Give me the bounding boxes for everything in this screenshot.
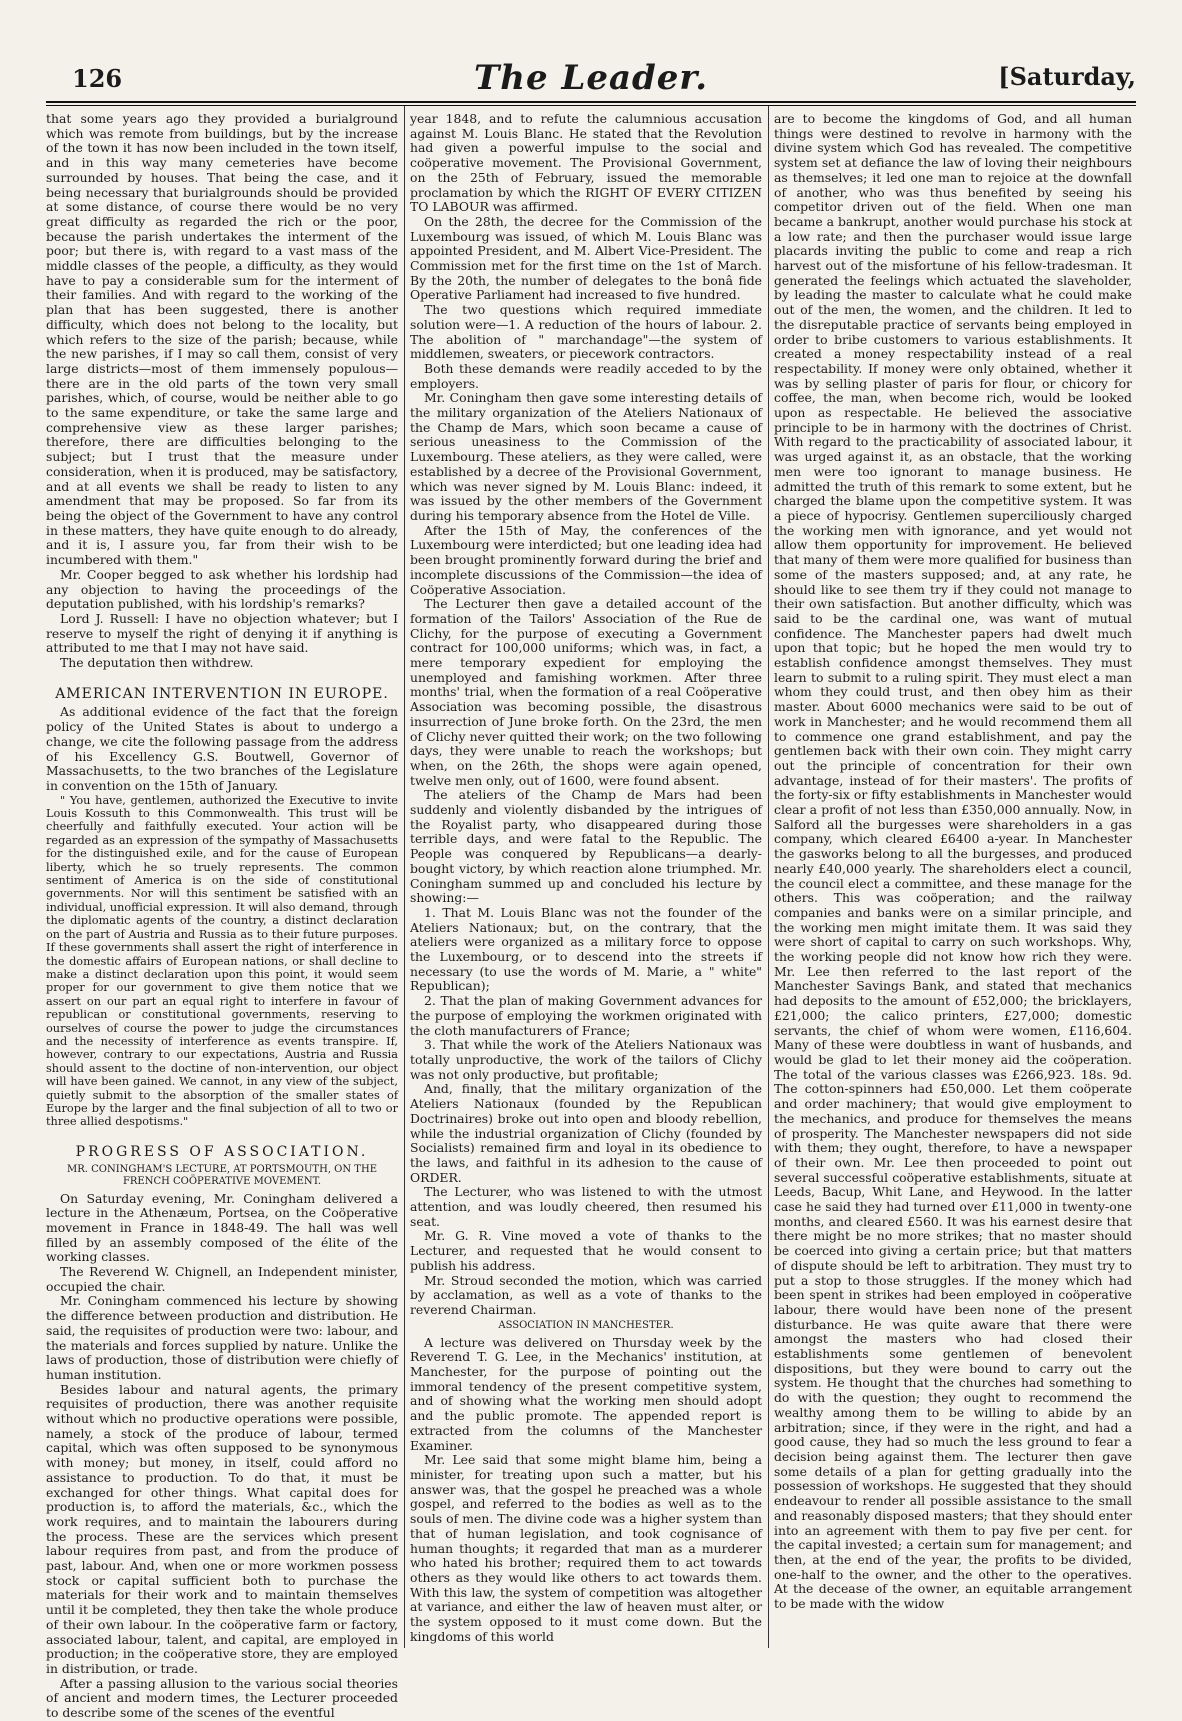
quoted-address: " You have, gentlemen, authorized the Executive to invite Louis Kossuth to this Commonwealth. This trust will be cheerfully and faithfully executed. Your action will be regarded as an expression of the sympathy of Massachusetts for the distinguished exile, and for the cause of European liberty, which he so truely represents. The common sentiment of America is on the side of constitutional governments. Nor will this sentiment be satisfied with an individual, unofficial expression. It will also demand, through the diplomatic agents of the country, a distinct declaration on the part of Austria and Russia as to their future purposes. If these governments shall assert the right of interference in the domestic affairs of European nations, or shall decline to make a distinct declaration upon this point, it would seem proper for our government to give them notice that we assert on our part an equal right to interfere in favour of republican or constitutional governments, reserving to ourselves of course the power to judge the circumstances and the necessity of interference as events transpire. If, however, contrary to our expectations, Austria and Russia should assent to the doctine of non-intervention, our object will have been gained. We cannot, in any view of the subject, quietly submit to the absorption of the smaller states of Europe by the larger and the final subjection of all to two or three allied despotisms." <box>46 793 398 1129</box>
page-number: 126 <box>72 64 123 93</box>
paragraph: After a passing allusion to the various social theories of ancient and modern times, the Lecturer proceeded to describe some of the scenes of the eventful <box>46 1675 398 1721</box>
paragraph: Lord J. Russell: I have no objection whatever; but I reserve to myself the right of denying it if anything is attributed to me that I may not have said. <box>46 610 398 656</box>
subheading-lecture: MR. CONINGHAM'S LECTURE, AT PORTSMOUTH, ON THE FRENCH COÖPERATIVE MOVEMENT. <box>66 1163 377 1187</box>
paragraph: that some years ago they provided a burialground which was remote from buildings, but by the increase of the town it has now been included in the town itself, and in this way many cemeteries have become surrounded by houses. That being the case, and it being necessary that burialgrounds should be provided at some distance, of course there would be no very great difficulty as regarded the rich or the poor, because the parish undertakes the interment of the poor; but there is, with regard to a vast mass of the middle classes of the people, a difficulty, as they would have to pay a considerable sum for the interment of their families. And with regard to the working of the plan that has been suggested, there is another difficulty, which does not belong to the locality, but which refers to the size of the parish; because, while the new parishes, if I may so call them, consist of very large districts—most of them immensely populous—there are in the old parts of the town very small parishes, which, of course, would be neither able to go to the same expenditure, or take the same large and comprehensive view as these larger parishes; therefore, there are difficulties belonging to the subject; but I trust that the measure under consideration, when it is produced, may be satisfactory, and at all events we shall be ready to listen to any amendment that may be proposed. So far from its being the object of the Government to have any control in these matters, they have quite enough to do already, and it is, I assure you, far from their wish to be incumbered with them." <box>46 111 398 568</box>
paragraph: After the 15th of May, the conferences of the Luxembourg were interdicted; but one leading idea had been brought prominently forward during the brief and incomplete discussions of the Commission—the idea of Coöperative Association. <box>410 522 762 597</box>
paragraph: The Lecturer then gave a detailed account of the formation of the Tailors' Association of the Rue de Clichy, for the purpose of executing a Government contract for 100,000 uniforms; which was, in fact, a mere temporary expedient for employing the unemployed and famishing workmen. After three months' trial, when the formation of a real Coöperative Association was becoming possible, the disastrous insurrection of June broke forth. On the 23rd, the men of Clichy never quitted their work; on the two following days, they were unable to reach the workshops; but when, on the 26th, the shops were again opened, twelve men only, out of 1600, were found absent. <box>410 596 762 788</box>
paragraph: Mr. Coningham then gave some interesting details of the military organization of the Ateliers Nationaux of the Champ de Mars, which soon became a cause of serious uneasiness to the Commission of the Luxembourg. These ateliers, as they were called, were established by a decree of the Provisional Government, which was never signed by M. Louis Blanc: indeed, it was issued by the other members of the Government during his temporary absence from the Hotel de Ville. <box>410 390 762 523</box>
header-rule-thin <box>46 105 1136 106</box>
section-heading-american-intervention: AMERICAN INTERVENTION IN EUROPE. <box>55 685 389 702</box>
header-rule <box>46 101 1136 103</box>
paragraph: The Reverend W. Chignell, an Independent minister, occupied the chair. <box>46 1264 398 1294</box>
paragraph: Both these demands were readily acceded to by the employers. <box>410 360 762 391</box>
publication-title: The Leader. <box>473 58 709 98</box>
paragraph: Mr. Cooper begged to ask whether his lordship had any objection to having the proceedings of the deputation published, with his lordship's remarks? <box>46 566 398 612</box>
column-2 <box>410 112 762 1649</box>
paragraph: The Lecturer, who was listened to with the utmost attention, and was loudly cheered, then resumed his seat. <box>410 1184 762 1229</box>
paragraph: Mr. Stroud seconded the motion, which was carried by acclamation, as well as a vote of thanks to the reverend Chairman. <box>410 1272 762 1317</box>
paragraph: 1. That M. Louis Blanc was not the founder of the Ateliers Nationaux; but, on the contrary, that the ateliers were organized as a military force to oppose the Luxembourg, or to descend into the streets if necessary (to use the words of M. Marie, a " white" Republican); <box>410 904 762 994</box>
column-divider <box>768 106 769 1648</box>
paragraph: And, finally, that the military organization of the Ateliers Nationaux (founded by the Republican Doctrinaires) broke out into open and bloody rebellion, while the industrial organization of Clichy (founded by Socialists) remained firm and loyal in its obedience to the laws, and faithful in its adhesion to the cause of ORDER. <box>410 1081 762 1185</box>
paragraph: The deputation then withdrew. <box>60 655 254 671</box>
paragraph: As additional evidence of the fact that the foreign policy of the United States is about to undergo a change, we cite the following passage from the address of his Excellency G.S. Boutwell, Governor of Massachusetts, to the two branches of the Legislature in convention on the 15th of January. <box>46 704 398 793</box>
column-3 <box>774 112 1132 1649</box>
subheading-association-in-manchester: ASSOCIATION IN MANCHESTER. <box>498 1319 674 1331</box>
paragraph: Mr. Lee said that some might blame him, being a minister, for treating upon such a matter, but his answer was, that the gospel he preached was a whole gospel, and referred to the bodies as well as to the souls of men. The divine code was a higher system than that of human legislation, and took cognisance of human thoughts; it regarded that man as a murderer who hated his brother; required them to act towards others as they would like others to act towards them. With this law, the system of competition was altogether at variance, and either the law of heaven must alter, or the system opposed to it must come down. But the kingdoms of this world <box>410 1452 762 1644</box>
paragraph: The two questions which required immediate solution were—1. A reduction of the hours of labour. 2. The abolition of " marchandage"—the system of middlemen, sweaters, or piecework contractors. <box>410 302 762 362</box>
paragraph: Besides labour and natural agents, the primary requisites of production, there was another requisite without which no productive operations were possible, namely, a stock of the produce of labour, termed capital, which was often supposed to be synonymous with money; but money, in itself, could afford no assistance to production. To do that, it must be exchanged for other things. What capital does for production is, to afford the materials, &c., which the work requires, and to maintain the labourers during the process. These are the services which present labour requires from past, and from the produce of past, labour. And, when one or more workmen possess stock or capital sufficient both to purchase the materials for their work and to maintain themselves until it be completed, they then take the whole produce of their own labour. In the coöperative farm or factory, associated labour, talent, and capital, are employed in production; in the coöperative store, they are employed in distribution, or trade. <box>46 1381 398 1676</box>
paragraph: year 1848, and to refute the calumnious accusation against M. Louis Blanc. He stated that the Revolution had given a powerful impulse to the social and coöperative movement. The Provisional Government, on the 25th of February, issued the memorable proclamation by which the RIGHT OF EVERY CITIZEN TO LABOUR was affirmed. <box>410 111 762 215</box>
paragraph: The ateliers of the Champ de Mars had been suddenly and violently disbanded by the intrigues of the Royalist party, who disappeared during those terrible days, and were fatal to the Republic. The People was conquered by Republicans—a dearly-bought victory, by which reaction alone triumphed. Mr. Coningham summed up and concluded his lecture by showing:— <box>410 787 762 906</box>
column-divider <box>404 106 405 1648</box>
paragraph: are to become the kingdoms of God, and all human things were destined to revolve in harmony with the divine system which God has revealed. The competitive system set at defiance the law of loving their neighbours as themselves; it led one man to rejoice at the downfall of another, who was thus benefited by seeing his competitor driven out of the field. When one man became a bankrupt, another would purchase his stock at a low rate; and then the purchaser would issue large placards inviting the public to come and reap a rich harvest out of the misfortune of his fellow-tradesman. It generated the feelings which actuated the slaveholder, by leading the master to calculate what he could make out of the men, the women, and the children. It led to the disreputable practice of servants being employed in order to bribe customers to various establishments. It created a money respectability instead of a real respectability. If money were only obtained, whether it was by selling plaster of paris for flour, or chicory for coffee, the man, when become rich, would be looked upon as respectable. He believed the associative principle to be in harmony with the doctrines of Christ. With regard to the practicability of associated labour, it was urged against it, as an obstacle, that the working men were too ignorant to manage business. He admitted the truth of this remark to some extent, but he charged the blame upon the competitive system. It was a piece of hypocrisy. Gentlemen superciliously charged the working men with ignorance, and yet would not allow them opportunity for improvement. He believed that many of them were more qualified for business than some of the masters supposed; and, at any rate, he should like to see them try if they could not manage to their own satisfaction. But another difficulty, which was said to be the cardinal one, was want of mutual confidence. The Manchester papers had dwelt much upon that topic; but he hoped the men would try to establish confidence amongst themselves. They must learn to submit to a ruling spirit. They must elect a man whom they could trust, and then obey him as their master. About 6000 mechanics were said to be out of work in Manchester; and he would recommend them all to commence one grand establishment, and pay the gentlemen back with their own coin. They might carry out the principle of concentration for their own advantage, instead of for their masters'. The profits of the forty-six or fifty establishments in Manchester would clear a profit of not less than £350,000 annually. Now, in Salford all the burgesses were shareholders in a gas company, which cleared £6400 a-year. In Manchester the gasworks belong to all the burgesses, and produced nearly £40,000 yearly. The shareholders elect a council, the council elect a committee, and these manage for the others. This was coöperation; and the railway companies and banks were on a similar principle, and the working men might imitate them. It was said they were short of capital to carry on such workshops. Why, the working people did not know how rich they were. Mr. Lee then referred to the last report of the Manchester Savings Bank, and stated that mechanics had deposits to the amount of £52,000; the bricklayers, £21,000; the calico printers, £27,000; domestic servants, the chief of whom were women, £116,604. Many of these were doubtless in want of husbands, and would be glad to let their money aid the coöperation. The total of the various classes was £266,923. 18s. 9d. The cotton-spinners had £50,000. Let them coöperate and order machinery; that would give employment to the mechanics, and produce for themselves the means of prosperity. The Manchester newspapers did not side with them; they ought, therefore, to have a newspaper of their own. Mr. Lee then proceeded to point out several successful coöperative establishments, situate at Leeds, Bacup, Whit Lane, and Heywood. In the latter case he said they had turned over £11,000 in twenty-one months, and cleared £560. It was his earnest desire that there might be no more strikes; that no master should be coerced into giving a certain price; but that matters of dispute should be left to arbitration. They must try to put a stop to those struggles. If the money which had been spent in strikes had been employed in coöperative labour, there would have been none of the present disturbance. He was quite aware that there were amongst the masters who had closed their establishments some gentlemen of benevolent dispositions, but they were bound to carry out the system. He thought that the churches had something to do with the question; they ought to recommend the wealthy among them to be willing to abide by an arbitration; since, if they were in the right, and had a good cause, they had so much the less ground to fear a decision being against them. The lecturer then gave some details of a plan for getting gradually into the possession of workshops. He suggested that they should endeavour to render all possible assistance to the small and reasonably disposed masters; that they should enter into an agreement with them to pay five per cent. for the capital invested; a certain sum for management; and then, at the end of the year, the profits to be divided, one-half to the owner, and the other to the operatives. At the decease of the owner, an equitable arrangement to be made with the widow <box>774 111 1132 1612</box>
paragraph: 3. That while the work of the Ateliers Nationaux was totally unproductive, the work of the tailors of Clichy was not only productive, but profitable; <box>410 1037 762 1082</box>
section-heading-progress-of-association: PROGRESS OF ASSOCIATION. <box>75 1143 369 1160</box>
paragraph: Mr. Coningham commenced his lecture by showing the difference between production and distribution. He said, the requisites of production were two: labour, and the materials and forces supplied by nature. Unlike the laws of production, those of distribution were chiefly of human institution. <box>46 1293 398 1382</box>
paragraph: On the 28th, the decree for the Commission of the Luxembourg was issued, of which M. Louis Blanc was appointed President, and M. Albert Vice-President. The Commission met for the first time on the 1st of March. By the 20th, the number of delegates to the bonâ fide Operative Parliament had increased to five hundred. <box>410 213 762 303</box>
paragraph: On Saturday evening, Mr. Coningham delivered a lecture in the Athenæum, Portsea, on the Coöperative movement in France in 1848-49. The hall was well filled by an assembly composed of the élite of the working classes. <box>46 1190 398 1265</box>
column-1 <box>46 111 398 1721</box>
paragraph: 2. That the plan of making Government advances for the purpose of employing the workmen originated with the cloth manufacturers of France; <box>410 993 762 1038</box>
paragraph: A lecture was delivered on Thursday week by the Reverend T. G. Lee, in the Mechanics' institution, at Manchester, for the purpose of pointing out the immoral tendency of the present competitive system, and of showing what the working men should adopt and the public promote. The appended report is extracted from the columns of the Manchester Examiner. <box>410 1334 762 1453</box>
masthead <box>46 58 1136 102</box>
issue-day: [Saturday, <box>998 62 1136 91</box>
paragraph: Mr. G. R. Vine moved a vote of thanks to the Lecturer, and requested that he would consent to publish his address. <box>410 1228 762 1273</box>
